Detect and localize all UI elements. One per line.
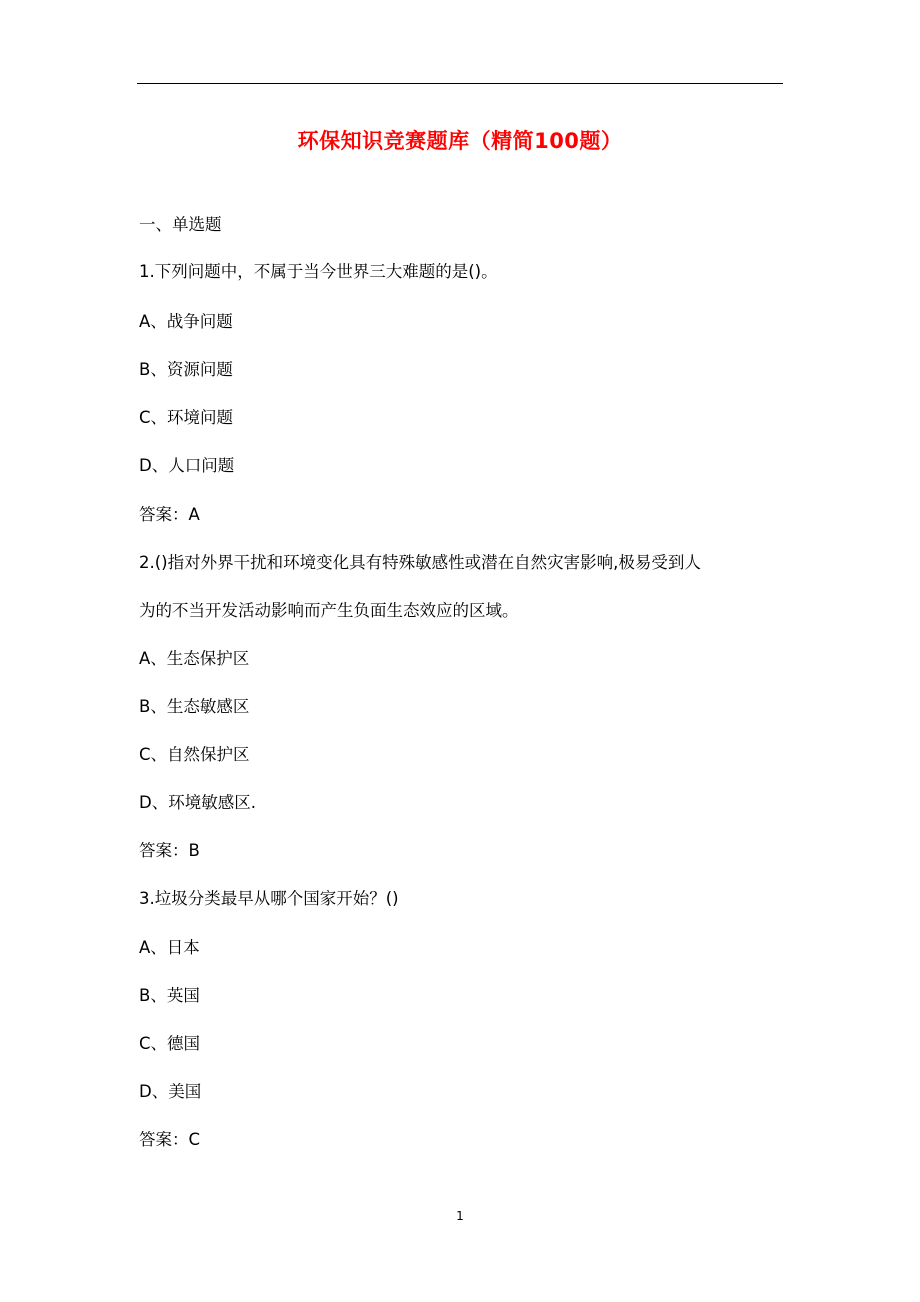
question-1-option-c: C、环境问题 (139, 408, 234, 427)
page-number: 1 (456, 1209, 464, 1223)
section-heading: 一、单选题 (139, 215, 222, 234)
question-2-option-a: A、生态保护区 (139, 649, 250, 668)
question-3-answer: 答案：C (139, 1130, 201, 1149)
question-1-option-b: B、资源问题 (139, 360, 233, 379)
question-3-option-b: B、英国 (139, 986, 200, 1005)
question-2-option-d: D、环境敏感区. (139, 793, 256, 812)
question-1-stem: 1.下列问题中，不属于当今世界三大难题的是()。 (139, 262, 498, 281)
question-2-option-b: B、生态敏感区 (139, 697, 250, 716)
header-rule (137, 83, 783, 84)
question-1-answer: 答案：A (139, 505, 200, 524)
question-1-option-d: D、人口问题 (139, 456, 235, 475)
question-2-stem-line-1: 2.()指对外界干扰和环境变化具有特殊敏感性或潜在自然灾害影响,极易受到人 (139, 553, 701, 572)
question-3-option-c: C、德国 (139, 1034, 201, 1053)
document-title: 环保知识竞赛题库（精简100题） (297, 129, 623, 153)
question-3-option-a: A、日本 (139, 938, 200, 957)
question-2-stem-line-2: 为的不当开发活动影响而产生负面生态效应的区域。 (139, 601, 519, 620)
question-2-answer: 答案：B (139, 841, 200, 860)
question-2-option-c: C、自然保护区 (139, 745, 250, 764)
question-3-stem: 3.垃圾分类最早从哪个国家开始？() (139, 889, 399, 908)
question-3-option-d: D、美国 (139, 1082, 202, 1101)
question-1-option-a: A、战争问题 (139, 312, 233, 331)
